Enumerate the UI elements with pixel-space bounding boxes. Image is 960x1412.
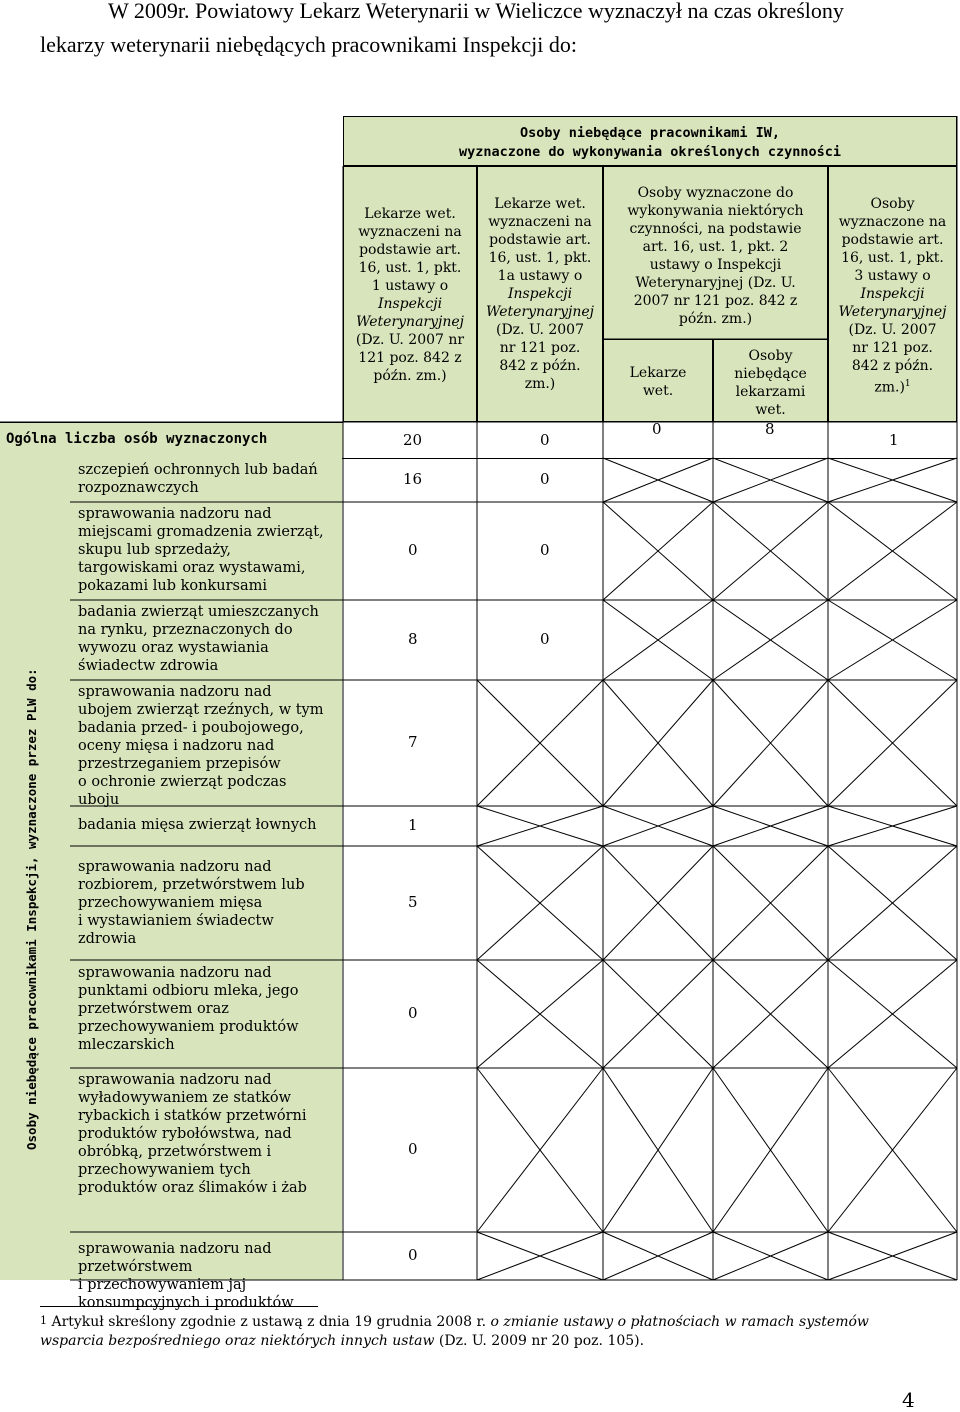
row-value-col1: 8 <box>408 630 418 648</box>
header-line: podstawie art. <box>489 232 591 248</box>
row-label-line: badania przed- i poubojowego, <box>78 720 304 736</box>
header-line: (Dz. U. 2007 nr <box>355 332 465 348</box>
row-label <box>78 964 299 1054</box>
group-header-line-2: wyznaczone do wykonywania określonych czynności <box>458 144 841 160</box>
header-line: późn. zm.) <box>373 368 447 384</box>
header-line: 1 ustawy o <box>371 278 449 294</box>
header-line: 1a ustawy o <box>497 268 583 284</box>
row-label-line: rozbiorem, przetwórstwem lub <box>78 877 305 893</box>
row-label <box>78 683 324 809</box>
row-label <box>78 505 324 595</box>
row-label-line: na rynku, przeznaczonych do <box>78 622 293 638</box>
total-value-col4: 1 <box>889 431 899 449</box>
row-label-line: badania zwierząt umieszczanych <box>78 604 319 620</box>
row-label-line: sprawowania nadzoru nad <box>78 965 272 981</box>
header-line: Lekarze wet. <box>364 206 456 222</box>
side-label: Osoby niebędące pracownikami Inspekcji, wyznaczone przez PLW do: <box>24 668 39 1150</box>
row-label-line: sprawowania nadzoru nad <box>78 506 272 522</box>
header-line: (Dz. U. 2007 <box>495 322 584 338</box>
row-label-line: obróbką, przetwórstwem i <box>78 1144 272 1160</box>
header-line: 16, ust. 1, pkt. <box>841 250 944 266</box>
header-line: Weterynaryjnej <box>356 314 464 330</box>
header-line: Weterynaryjnej <box>838 304 947 320</box>
row-label-line: przetwórstwem <box>78 1259 193 1275</box>
row-value-col1: 0 <box>408 1004 418 1022</box>
header-line: Inspekcji <box>377 296 443 312</box>
header-line: wyznaczeni na <box>488 214 592 230</box>
row-label <box>78 816 317 834</box>
row-label-line: mleczarskich <box>78 1037 175 1053</box>
header-line: 3 ustawy o <box>854 268 931 284</box>
header-line: wyznaczeni na <box>358 224 462 240</box>
header-line: Inspekcji <box>507 286 573 302</box>
header-line: Lekarze <box>629 365 687 381</box>
row-label-line: badania mięsa zwierząt łownych <box>78 817 317 833</box>
row-value-col1: 5 <box>408 893 418 911</box>
header-line: nr 121 poz. <box>499 340 581 356</box>
header-line: ustawy o Inspekcji <box>649 257 782 273</box>
row-value-col1: 16 <box>403 470 423 488</box>
row-label <box>78 1240 294 1312</box>
total-value-col2: 0 <box>540 431 550 449</box>
row-label-line: pokazami lub konkursami <box>78 578 267 594</box>
row-value-col2: 0 <box>540 630 550 648</box>
row-label <box>78 461 318 497</box>
total-value-col3a: 0 <box>652 420 662 438</box>
row-label-line: produktów rybołówstwa, nad <box>78 1126 292 1142</box>
row-value-col1: 0 <box>408 1246 418 1264</box>
row-label-line: produktów oraz ślimaków i żab <box>78 1180 307 1196</box>
row-value-col1: 0 <box>408 1140 418 1158</box>
header-line: lekarzami <box>735 384 806 400</box>
row-label-line: miejscami gromadzenia zwierząt, <box>78 524 324 540</box>
header-line: Weterynaryjnej <box>486 304 594 320</box>
row-label <box>78 603 319 675</box>
header-line: czynności, na podstawie <box>629 221 802 237</box>
col4-footnote-mark: 1 <box>904 379 911 389</box>
footnote <box>40 1311 930 1351</box>
row-value-col1: 0 <box>408 541 418 559</box>
header-line: wyznaczone na <box>838 214 947 230</box>
header-line: podstawie art. <box>359 242 461 258</box>
row-label-line: i przechowywaniem jaj <box>78 1277 247 1293</box>
intro-line-2: lekarzy weterynarii niebędących pracownikami Inspekcji do: <box>40 32 577 57</box>
row-label-line: ubojem zwierząt rzeźnych, w tym <box>78 702 324 718</box>
row-label-line: przechowywaniem mięsa <box>78 895 263 911</box>
row-label-line: rozpoznawczych <box>78 480 199 496</box>
row-label-line: sprawowania nadzoru nad <box>78 1241 272 1257</box>
header-line: (Dz. U. 2007 <box>848 322 937 338</box>
header-line: 121 poz. 842 z <box>358 350 462 366</box>
row-value-col1: 7 <box>408 733 418 751</box>
row-value-col1: 1 <box>408 816 418 834</box>
header-line: wet. <box>642 383 674 399</box>
header-line: Osoby <box>748 348 793 364</box>
row-label-line: oceny mięsa i nadzoru nad <box>78 738 275 754</box>
row-label-line: przetwórstwem oraz <box>78 1001 229 1017</box>
row-label-line: konsumpcyjnych i produktów <box>78 1295 294 1311</box>
header-line: podstawie art. <box>841 232 944 248</box>
row-label-line: sprawowania nadzoru nad <box>78 684 272 700</box>
row-label-line: przechowywaniem tych <box>78 1162 251 1178</box>
header-line: Weterynaryjnej (Dz. U. <box>635 275 796 291</box>
row-value-col2: 0 <box>540 541 550 559</box>
header-line: 842 z późn. <box>851 358 934 374</box>
header-line: Osoby wyznaczone do <box>637 185 794 201</box>
group-header-line-1: Osoby niebędące pracownikami IW, <box>519 125 781 141</box>
header-line: Lekarze wet. <box>494 196 586 212</box>
row-label-line: szczepień ochronnych lub badań <box>78 462 318 478</box>
row-label <box>78 1071 307 1197</box>
row-label-line: uboju <box>78 792 120 808</box>
footnote-mark: 1 <box>40 1314 47 1327</box>
footnote-text-c: (Dz. U. 2009 nr 20 poz. 105). <box>434 1333 645 1349</box>
row-label-line: zdrowia <box>78 931 137 947</box>
row-label-line: sprawowania nadzoru nad <box>78 859 272 875</box>
header-line: art. 16, ust. 1, pkt. 2 <box>642 239 789 255</box>
header-line: zm.) <box>524 376 556 392</box>
row-label-line: targowiskami oraz wystawami, <box>78 560 306 576</box>
total-value-col1: 20 <box>403 431 423 449</box>
header-line: późn. zm.) <box>678 311 753 327</box>
header-line: wykonywania niektórych <box>627 203 804 219</box>
footnote-text-b: o zmianie ustawy o płatnościach w ramach systemów wsparcia bezpośredniego oraz niektórych innych ustaw <box>40 1314 869 1349</box>
row-value-col2: 0 <box>540 470 550 488</box>
total-row-label: Ogólna liczba osób wyznaczonych <box>6 431 268 447</box>
page-number: 4 <box>902 1388 915 1412</box>
header-line: zm.)$^1$ <box>874 379 911 396</box>
row-label-line: o ochronie zwierząt podczas <box>78 774 287 790</box>
intro-line-1: W 2009r. Powiatowy Lekarz Weterynarii w Wieliczce wyznaczył na czas określony <box>108 0 844 23</box>
row-label-line: rybackich i statków przetwórni <box>78 1108 307 1124</box>
header-line: nr 121 poz. <box>852 340 933 356</box>
row-label-line: skupu lub sprzedaży, <box>78 542 231 558</box>
header-line: 16, ust. 1, pkt. <box>358 260 462 276</box>
header-line: 16, ust. 1, pkt. <box>488 250 592 266</box>
row-label-line: przestrzeganiem przepisów <box>78 756 281 772</box>
row-label-line: i wystawianiem świadectw <box>78 913 274 929</box>
footnote-text-a: Artykuł skreślony zgodnie z ustawą z dnia 19 grudnia 2008 r. <box>51 1314 491 1330</box>
header-line: wet. <box>755 402 786 418</box>
row-label-line: sprawowania nadzoru nad <box>78 1072 272 1088</box>
row-label-line: świadectw zdrowia <box>78 658 219 674</box>
header-line: 842 z późn. <box>499 358 581 374</box>
row-label-line: punktami odbioru mleka, jego <box>78 983 299 999</box>
row-label-line: wyładowywaniem ze statków <box>78 1090 292 1106</box>
row-label <box>78 858 305 948</box>
header-line: niebędące <box>734 366 807 382</box>
header-line: Inspekcji <box>860 286 925 302</box>
row-label-line: wywozu oraz wystawiania <box>78 640 269 656</box>
header-line: 2007 nr 121 poz. 842 z <box>633 293 798 309</box>
footnote-separator <box>40 1306 318 1307</box>
header-line: Osoby <box>870 196 915 212</box>
row-label-line: przechowywaniem produktów <box>78 1019 299 1035</box>
total-value-col3b: 8 <box>765 420 775 438</box>
